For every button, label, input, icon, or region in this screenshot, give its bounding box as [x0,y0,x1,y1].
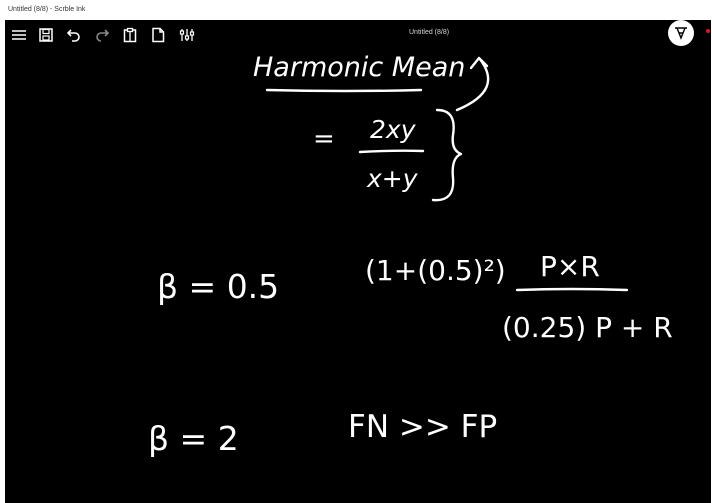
numerator-2xy: 2xy [370,115,416,144]
beta-equals-0-5: β = 0.5 [157,267,280,306]
undo-button[interactable] [64,25,84,45]
app-window [0,20,712,503]
document-title: Untitled (8/8) [409,29,450,36]
pen-tool-button[interactable] [668,20,694,46]
save-button[interactable] [36,25,56,45]
status-dot [706,29,710,33]
formula-prefix: (1+(0.5)²) [365,254,506,287]
equals-sign: = [313,124,335,154]
beta-equals-2: β = 2 [148,419,239,458]
new-page-icon [150,27,166,43]
denominator-x-plus-y: x+y [367,164,418,193]
settings-sliders-icon [179,27,195,43]
paste-button[interactable] [120,25,140,45]
window-title: Untitled (8/8) - Scrble Ink [8,6,86,13]
heading-underline [267,90,421,91]
formula-fraction-bar [517,289,627,290]
pen-tool-icon [673,25,689,41]
toolbar [5,20,711,50]
new-page-button[interactable] [148,25,168,45]
window-titlebar [0,0,712,20]
menu-icon [11,28,27,42]
settings-button[interactable] [177,25,197,45]
redo-button[interactable] [92,25,112,45]
save-icon [38,27,54,43]
formula-numerator: P×R [540,250,600,283]
formula-denominator: (0.25) P + R [502,311,673,344]
fn-much-greater-fp: FN >> FP [348,409,498,445]
paste-icon [122,27,138,43]
curly-brace [433,110,461,200]
undo-icon [66,27,82,43]
ink-layer [5,50,711,503]
harmonic-mean-heading: Harmonic Mean [253,52,466,83]
menu-button[interactable] [9,25,29,45]
redo-icon [94,27,110,43]
fraction-bar [360,151,423,152]
ink-canvas[interactable] [5,50,711,503]
